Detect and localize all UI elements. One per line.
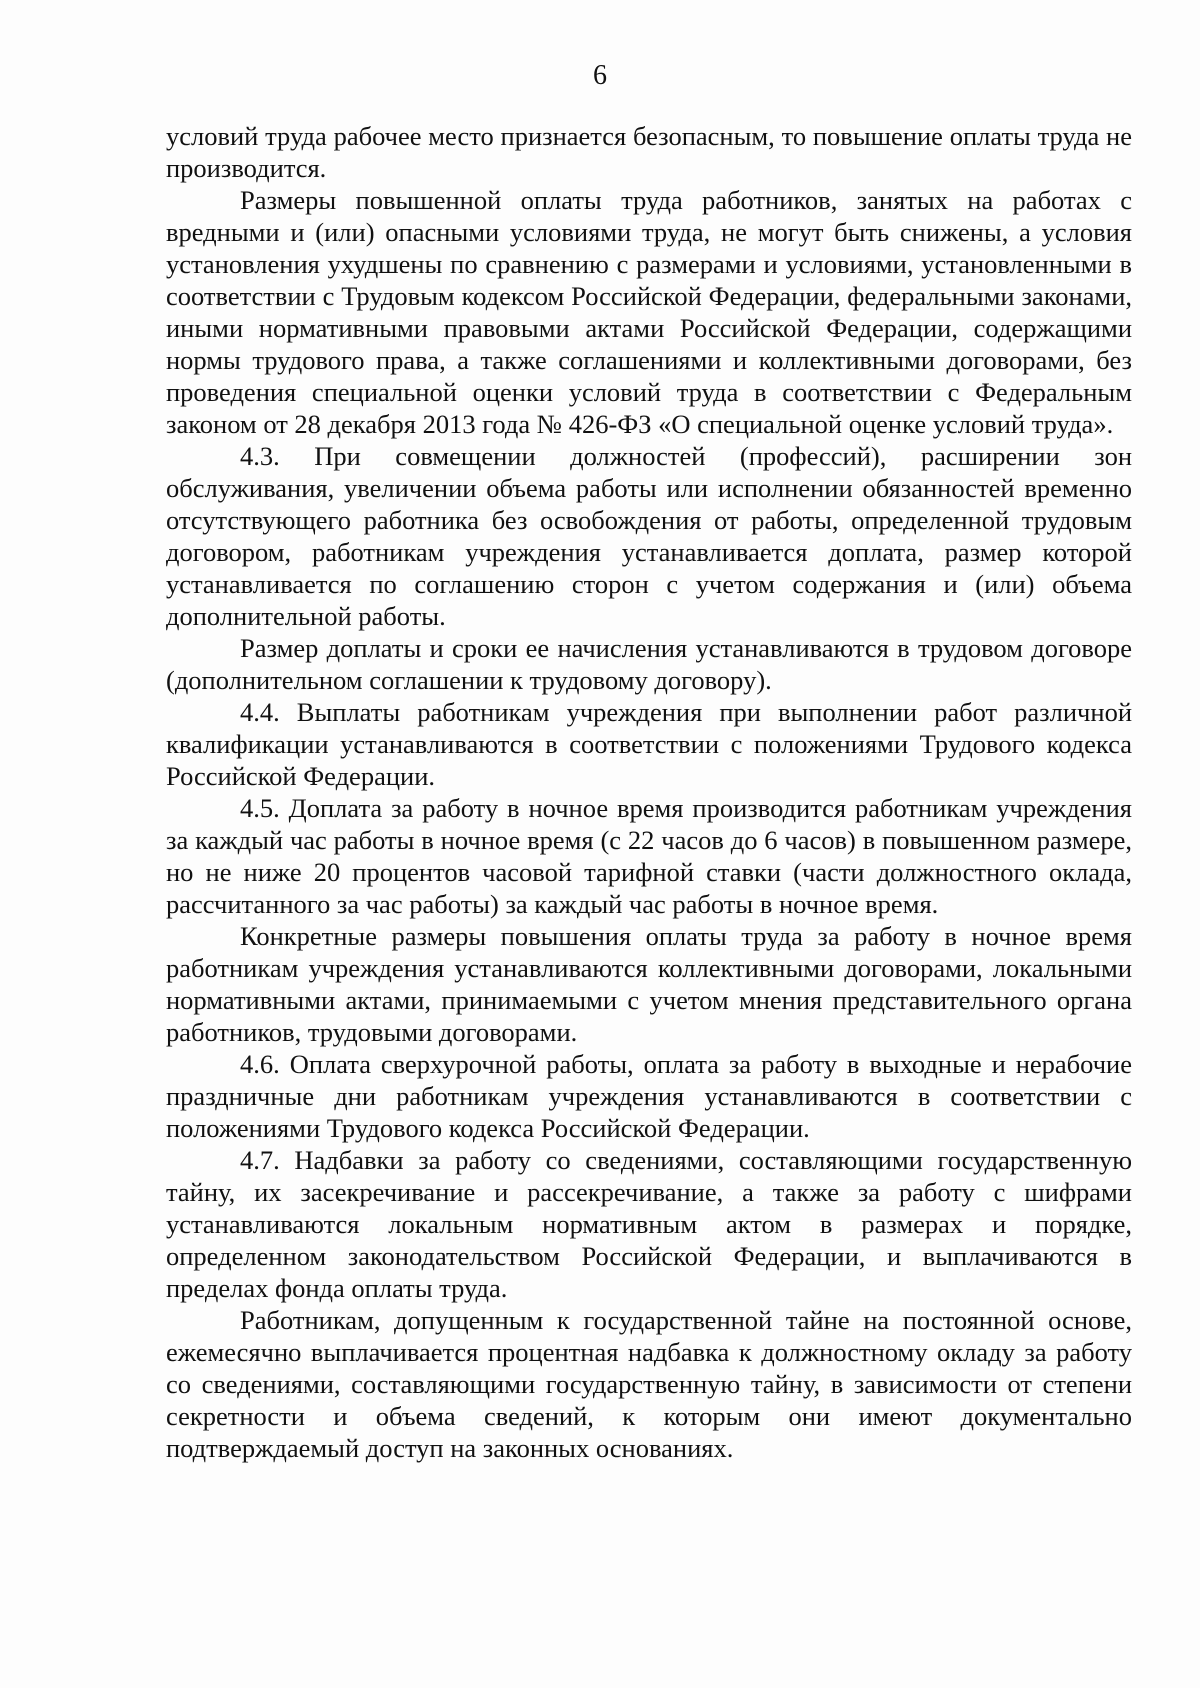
page-number: 6 [593, 60, 607, 91]
paragraph-4-4: 4.4. Выплаты работникам учреждения при выполнении работ различной квалификации устанавливаются в соответствии с положениями Трудового кодекса Российской Федерации. [166, 697, 1132, 791]
document-body [166, 120, 1132, 1464]
paragraph-4-5: 4.5. Доплата за работу в ночное время производится работникам учреждения за каждый час работы в ночное время (с 22 часов до 6 часов) в повышенном размере, но не ниже 20 процентов часовой тарифной ставки (части должностного оклада, рассчитанного за час работы) за каждый час работы в ночное время. [166, 793, 1132, 919]
paragraph-increased-pay-sizes: Размеры повышенной оплаты труда работников, занятых на работах с вредными и (или) опасными условиями труда, не могут быть снижены, а условия установления ухудшены по сравнению с размерами и условиями, установленными в соответствии с Трудовым кодексом Российской Федерации, федеральными законами, иными нормативными правовыми актами Российской Федерации, содержащими нормы трудового права, а также соглашениями и коллективными договорами, без проведения специальной оценки условий труда в соответствии с Федеральным законом от 28 декабря 2013 года № 426-ФЗ «О специальной оценке условий труда». [166, 185, 1132, 439]
paragraph-continuation: условий труда рабочее место признается безопасным, то повышение оплаты труда не производится. [166, 121, 1132, 183]
paragraph-night-work-sizes: Конкретные размеры повышения оплаты труда за работу в ночное время работникам учреждения устанавливаются коллективными договорами, локальными нормативными актами, принимаемыми с учетом мнения представительного органа работников, трудовыми договорами. [166, 921, 1132, 1047]
paragraph-4-7: 4.7. Надбавки за работу со сведениями, составляющими государственную тайну, их засекречивание и рассекречивание, а также за работу с шифрами устанавливаются локальным нормативным актом в размерах и порядке, определенном законодательством Российской Федерации, и выплачиваются в пределах фонда оплаты труда. [166, 1145, 1132, 1303]
paragraph-4-6: 4.6. Оплата сверхурочной работы, оплата за работу в выходные и нерабочие праздничные дни работникам учреждения устанавливаются в соответствии с положениями Трудового кодекса Российской Федерации. [166, 1049, 1132, 1143]
paragraph-additional-pay-terms: Размер доплаты и сроки ее начисления устанавливаются в трудовом договоре (дополнительном соглашении к трудовому договору). [166, 633, 1132, 695]
paragraph-state-secret-allowance: Работникам, допущенным к государственной тайне на постоянной основе, ежемесячно выплачивается процентная надбавка к должностному окладу за работу со сведениями, составляющими государственную тайну, в зависимости от степени секретности и объема сведений, к которым они имеют документально подтверждаемый доступ на законных основаниях. [166, 1305, 1132, 1463]
paragraph-4-3: 4.3. При совмещении должностей (профессий), расширении зон обслуживания, увеличении объема работы или исполнении обязанностей временно отсутствующего работника без освобождения от работы, определенной трудовым договором, работникам учреждения устанавливается доплата, размер которой устанавливается по соглашению сторон с учетом содержания и (или) объема дополнительной работы. [166, 441, 1132, 631]
